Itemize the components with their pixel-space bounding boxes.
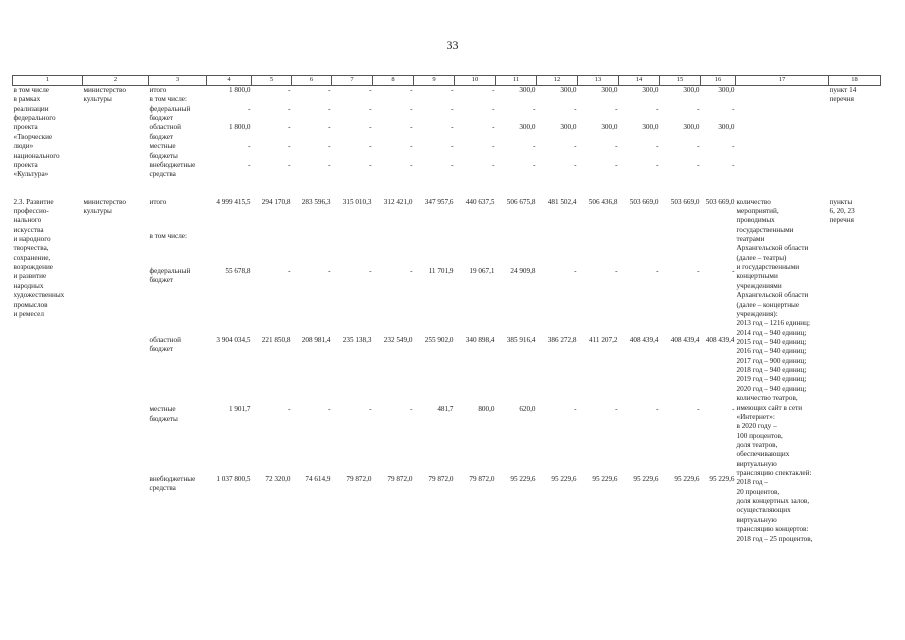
amount-cell: - xyxy=(697,405,700,414)
amount-cell: - xyxy=(656,405,659,414)
amount-cell: - xyxy=(369,266,372,275)
amount-cell: - xyxy=(288,86,291,94)
amount-cell: - xyxy=(410,104,413,113)
column-header: 11 xyxy=(496,76,537,86)
amount-cell: 300,0 xyxy=(519,123,536,132)
amount-cell: - xyxy=(369,405,372,414)
amount-cell xyxy=(701,232,736,267)
amount-cell: - xyxy=(615,405,618,414)
funding-source: областной бюджет xyxy=(149,336,181,354)
amount-cell xyxy=(619,232,660,267)
amount-cell xyxy=(496,95,537,104)
column-header: 2 xyxy=(83,76,149,86)
amount-cell: - xyxy=(732,142,735,151)
amount-cell: 408 439,4 xyxy=(705,336,735,345)
amount-cell: - xyxy=(328,142,331,151)
amount-cell: 1 800,0 xyxy=(228,123,251,132)
amount-cell: 300,0 xyxy=(560,86,577,94)
amount-cell: 300,0 xyxy=(683,86,700,94)
amount-cell: 800,0 xyxy=(478,405,495,414)
amount-cell: - xyxy=(328,86,331,94)
funding-source: в том числе: xyxy=(149,95,187,104)
amount-cell: - xyxy=(328,104,331,113)
amount-cell: - xyxy=(697,142,700,151)
column-header: 7 xyxy=(332,76,373,86)
amount-cell: 95 229,6 xyxy=(551,474,577,483)
column-header: 8 xyxy=(373,76,414,86)
funding-source: областной бюджет xyxy=(149,123,181,141)
amount-cell: - xyxy=(369,104,372,113)
amount-cell: - xyxy=(288,104,291,113)
executor: министерство культуры xyxy=(83,86,126,104)
amount-cell: 340 898,4 xyxy=(465,336,495,345)
amount-cell xyxy=(332,95,373,104)
amount-cell: 408 439,4 xyxy=(629,336,659,345)
amount-cell: 74 614,9 xyxy=(305,474,331,483)
funding-source: итого xyxy=(149,86,167,94)
target-indicator: количество мероприятий, проводимых государственными театрами Архангельской области (далее – театры) и государственными концертными учреждениями Архангельской области (далее – концертные учреждения): 2013 год – 1216 единиц; 2014 год – 940 единиц; 2015 год – 940 единиц; 2016 год – 940 единиц; 2017 год – 900 единиц; 2018 год – 940 единиц; 2019 год – 940 единиц; 2020 год – 940 единиц; количество театров, имеющих сайт в сети «Интернет»: в 2020 году – 100 процентов, доля театров, обеспечивающих виртуальную трансляцию спектаклей: 2018 год – 20 процентов, доля концертных залов, осуществляющих виртуальную трансляцию концертов: 2018 год – 25 процентов, xyxy=(736,197,813,543)
amount-cell: 208 981,4 xyxy=(301,336,331,345)
column-header: 5 xyxy=(252,76,292,86)
amount-cell: 300,0 xyxy=(718,86,735,94)
amount-cell: 95 229,6 xyxy=(709,474,735,483)
amount-cell: 95 229,6 xyxy=(633,474,659,483)
column-header: 18 xyxy=(829,76,881,86)
amount-cell xyxy=(496,232,537,267)
amount-cell: - xyxy=(732,104,735,113)
amount-cell: - xyxy=(410,123,413,132)
amount-cell: - xyxy=(328,266,331,275)
funding-source: местные бюджеты xyxy=(149,142,178,160)
column-header: 16 xyxy=(701,76,736,86)
amount-cell: - xyxy=(248,160,251,169)
amount-cell: 506 436,8 xyxy=(588,197,618,206)
amount-cell: 79 872,0 xyxy=(346,474,372,483)
amount-cell: - xyxy=(328,160,331,169)
amount-cell: 408 439,4 xyxy=(670,336,700,345)
amount-cell: 79 872,0 xyxy=(387,474,413,483)
amount-cell: 503 669,0 xyxy=(670,197,700,206)
amount-cell: 503 669,0 xyxy=(629,197,659,206)
amount-cell: 235 138,3 xyxy=(342,336,372,345)
amount-cell: - xyxy=(492,142,495,151)
amount-cell: - xyxy=(697,160,700,169)
table-row xyxy=(13,198,881,233)
amount-cell: 503 669,0 xyxy=(705,197,735,206)
amount-cell: - xyxy=(288,142,291,151)
amount-cell: 221 850,8 xyxy=(261,336,291,345)
amount-cell xyxy=(414,232,455,267)
page-number: 33 xyxy=(446,38,459,52)
funding-source: в том числе: xyxy=(149,232,187,241)
column-header: 15 xyxy=(660,76,701,86)
amount-cell: - xyxy=(369,160,372,169)
column-header: 1 xyxy=(13,76,83,86)
amount-cell: 481 502,4 xyxy=(547,197,577,206)
column-header: 6 xyxy=(292,76,332,86)
funding-source: итого xyxy=(149,197,167,206)
executor: министерство культуры xyxy=(83,197,126,215)
funding-source: внебюджетные средства xyxy=(149,474,196,492)
amount-cell: - xyxy=(451,142,454,151)
amount-cell: 300,0 xyxy=(642,86,659,94)
amount-cell: - xyxy=(451,123,454,132)
amount-cell: - xyxy=(248,104,251,113)
amount-cell: - xyxy=(492,123,495,132)
funding-source: федеральный бюджет xyxy=(149,104,191,123)
amount-cell: 300,0 xyxy=(642,123,659,132)
amount-cell: 24 909,8 xyxy=(510,266,536,275)
amount-cell: - xyxy=(533,142,536,151)
amount-cell: - xyxy=(533,160,536,169)
column-header: 17 xyxy=(736,76,829,86)
amount-cell: - xyxy=(574,142,577,151)
amount-cell: - xyxy=(451,86,454,94)
amount-cell: 79 872,0 xyxy=(469,474,495,483)
column-header: 10 xyxy=(455,76,496,86)
amount-cell xyxy=(414,95,455,104)
column-header: 12 xyxy=(537,76,578,86)
amount-cell: - xyxy=(656,160,659,169)
column-header: 14 xyxy=(619,76,660,86)
amount-cell: - xyxy=(248,142,251,151)
amount-cell: - xyxy=(492,160,495,169)
activity-name: 2.3. Развитие профессио- нального искусства и народного творчества, сохранение, возрождение и развитие народных художественных промыслов и ремесел xyxy=(13,197,65,318)
amount-cell xyxy=(373,95,414,104)
amount-cell: 481,7 xyxy=(437,405,454,414)
amount-cell: 300,0 xyxy=(560,123,577,132)
amount-cell xyxy=(619,95,660,104)
amount-cell: - xyxy=(410,142,413,151)
amount-cell xyxy=(292,95,332,104)
amount-cell: 72 320,0 xyxy=(265,474,291,483)
amount-cell: - xyxy=(328,123,331,132)
amount-cell: - xyxy=(656,142,659,151)
amount-cell: - xyxy=(410,405,413,414)
amount-cell: 95 229,6 xyxy=(674,474,700,483)
amount-cell: - xyxy=(656,104,659,113)
amount-cell: 232 549,0 xyxy=(383,336,413,345)
amount-cell: 294 170,8 xyxy=(261,197,291,206)
amount-cell: 79 872,0 xyxy=(428,474,454,483)
amount-cell: 19 067,1 xyxy=(469,266,495,275)
amount-cell: 255 902,0 xyxy=(424,336,454,345)
amount-cell: - xyxy=(451,160,454,169)
amount-cell: - xyxy=(369,123,372,132)
amount-cell xyxy=(292,232,332,267)
amount-cell xyxy=(207,95,252,104)
amount-cell: 95 229,6 xyxy=(510,474,536,483)
amount-cell xyxy=(578,95,619,104)
amount-cell: - xyxy=(732,405,735,414)
amount-cell: 300,0 xyxy=(718,123,735,132)
activity-name: в том числе в рамках реализации федерального проекта «Творческие люди» национального проекта «Культура» xyxy=(13,86,60,179)
column-header: 13 xyxy=(578,76,619,86)
amount-cell: - xyxy=(574,405,577,414)
amount-cell xyxy=(578,232,619,267)
amount-cell: - xyxy=(328,405,331,414)
amount-cell: - xyxy=(492,104,495,113)
table-row xyxy=(13,86,881,96)
amount-cell: 620,0 xyxy=(519,405,536,414)
amount-cell: 312 421,0 xyxy=(383,197,413,206)
amount-cell xyxy=(455,232,496,267)
list-item-reference: пункты 6, 20, 23 перечня xyxy=(829,197,855,225)
amount-cell: - xyxy=(574,104,577,113)
amount-cell xyxy=(207,232,252,267)
amount-cell: - xyxy=(615,160,618,169)
amount-cell xyxy=(537,95,578,104)
amount-cell xyxy=(332,232,373,267)
amount-cell: 11 701,9 xyxy=(428,266,454,275)
amount-cell: - xyxy=(574,160,577,169)
amount-cell: 1 800,0 xyxy=(228,86,251,94)
amount-cell: 4 999 415,5 xyxy=(216,197,251,206)
amount-cell xyxy=(660,232,701,267)
amount-cell: - xyxy=(288,266,291,275)
block-spacer xyxy=(13,180,881,198)
amount-cell: 506 675,8 xyxy=(506,197,536,206)
amount-cell: 385 916,4 xyxy=(506,336,536,345)
amount-cell xyxy=(252,95,292,104)
amount-cell: - xyxy=(533,104,536,113)
amount-cell: - xyxy=(697,266,700,275)
header-row xyxy=(13,76,881,86)
funding-source: внебюджетные средства xyxy=(149,160,196,179)
amount-cell: - xyxy=(410,266,413,275)
amount-cell: - xyxy=(574,266,577,275)
amount-cell: 1 901,7 xyxy=(228,405,251,414)
amount-cell: 300,0 xyxy=(683,123,700,132)
amount-cell: 300,0 xyxy=(601,86,618,94)
amount-cell: - xyxy=(732,160,735,169)
amount-cell: 386 272,8 xyxy=(547,336,577,345)
amount-cell: - xyxy=(410,160,413,169)
amount-cell: - xyxy=(615,104,618,113)
amount-cell: - xyxy=(410,86,413,94)
amount-cell: 95 229,6 xyxy=(592,474,618,483)
amount-cell xyxy=(660,95,701,104)
amount-cell: 440 637,5 xyxy=(465,197,495,206)
amount-cell: 411 207,2 xyxy=(589,336,618,345)
target-indicator xyxy=(736,86,829,180)
amount-cell: 300,0 xyxy=(601,123,618,132)
amount-cell: 347 957,6 xyxy=(424,197,454,206)
amount-cell: - xyxy=(288,405,291,414)
amount-cell: 55 678,8 xyxy=(225,266,251,275)
amount-cell xyxy=(701,95,736,104)
amount-cell: - xyxy=(369,142,372,151)
amount-cell: 1 037 800,5 xyxy=(216,474,251,483)
list-item-reference: пункт 14 перечня xyxy=(829,86,857,104)
column-header: 3 xyxy=(149,76,207,86)
funding-source: федеральный бюджет xyxy=(149,266,191,285)
amount-cell: - xyxy=(451,104,454,113)
budget-table xyxy=(12,75,881,544)
amount-cell xyxy=(252,232,292,267)
funding-source: местные бюджеты xyxy=(149,405,178,423)
amount-cell: - xyxy=(288,160,291,169)
column-header: 9 xyxy=(414,76,455,86)
amount-cell: - xyxy=(732,266,735,275)
amount-cell: - xyxy=(288,123,291,132)
column-header: 4 xyxy=(207,76,252,86)
amount-cell: 3 904 034,5 xyxy=(216,336,251,345)
amount-cell: - xyxy=(615,266,618,275)
amount-cell: - xyxy=(656,266,659,275)
amount-cell: 315 010,3 xyxy=(342,197,372,206)
amount-cell: 300,0 xyxy=(519,86,536,94)
amount-cell: - xyxy=(615,142,618,151)
amount-cell xyxy=(373,232,414,267)
amount-cell: - xyxy=(492,86,495,94)
amount-cell: 283 596,3 xyxy=(301,197,331,206)
amount-cell xyxy=(537,232,578,267)
amount-cell: - xyxy=(369,86,372,94)
amount-cell xyxy=(455,95,496,104)
amount-cell: - xyxy=(697,104,700,113)
